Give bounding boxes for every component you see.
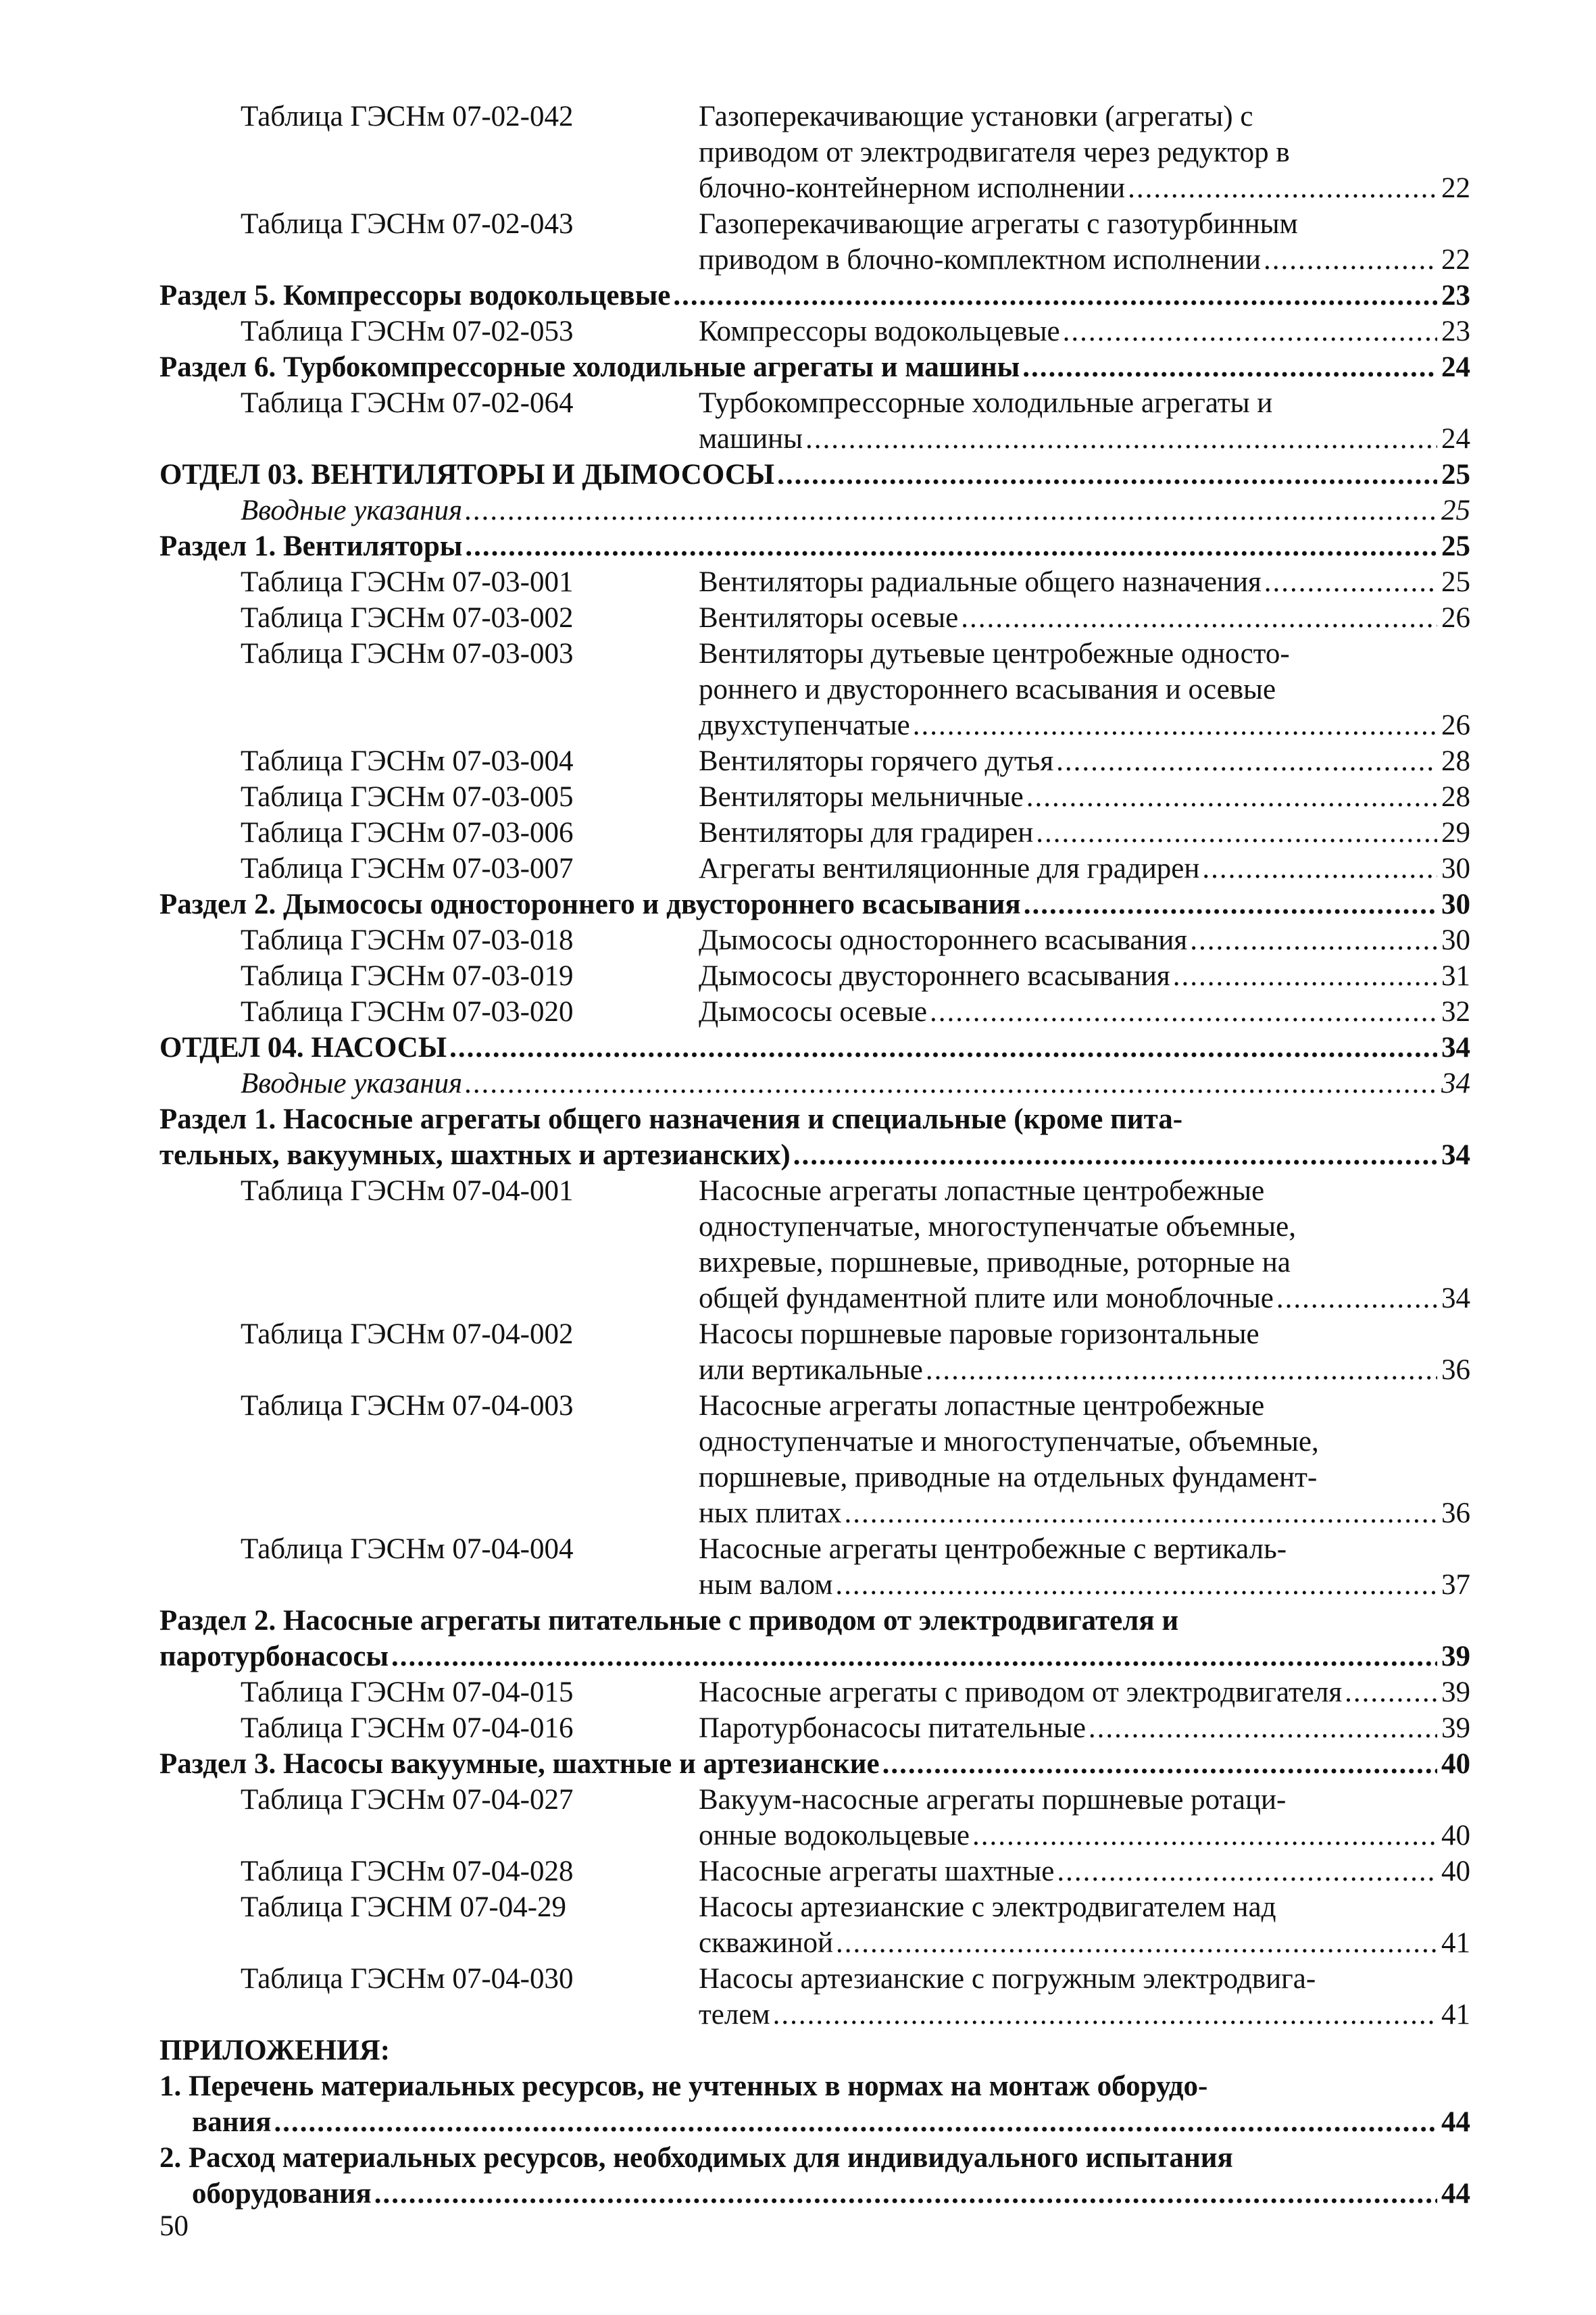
- table-title: Вентиляторы для градирен ..... 29: [699, 815, 1470, 851]
- table-title: Вентиляторы дутьевые центробежные односто- роннего и двустороннего всасывания и осевые двухступенчатые ..... 26: [699, 636, 1470, 743]
- toc-entry-07-04-028[interactable]: [159, 1853, 1470, 1889]
- dot-leader: [465, 493, 1437, 528]
- page-ref: 22: [1441, 172, 1470, 204]
- toc-entry-07-04-027[interactable]: [159, 1782, 1470, 1853]
- dot-leader: [465, 1066, 1437, 1101]
- table-title: Агрегаты вентиляционные для градирен ..... 30: [699, 851, 1470, 887]
- dot-leader: [1063, 314, 1437, 349]
- table-title: Газоперекачивающие агрегаты с газотурбинным приводом в блочно-комплектном исполнении ..... 22: [699, 206, 1470, 278]
- dot-leader: [926, 1352, 1437, 1388]
- page-ref: 32: [1441, 996, 1470, 1028]
- dot-leader: [1056, 743, 1437, 779]
- dot-leader: [1128, 170, 1437, 206]
- table-title: Вентиляторы радиальные общего назначения ..... 25: [699, 564, 1470, 600]
- page-ref: 39: [1441, 1641, 1470, 1672]
- dot-leader: [1202, 851, 1437, 887]
- dot-leader: [374, 2176, 1437, 2212]
- table-code: Таблица ГЭСНм 07-03-004: [241, 745, 574, 777]
- toc-entry-07-03-001[interactable]: [159, 564, 1470, 600]
- table-title: Насосы артезианские с электродвигателем над скважиной ..... 41: [699, 1889, 1470, 1961]
- table-code: Таблица ГЭСНм 07-03-005: [241, 781, 574, 813]
- toc-appendix-1[interactable]: 1. Перечень материальных ресурсов, не учтенных в нормах на монтаж оборудо- вания ..... 44: [159, 2068, 1470, 2140]
- page-ref: 25: [1441, 495, 1470, 526]
- page-ref: 34: [1441, 1068, 1470, 1099]
- page-ref: 24: [1441, 351, 1470, 383]
- table-of-contents: [159, 99, 1470, 2212]
- table-code: Таблица ГЭСНм 07-03-003: [241, 638, 574, 670]
- dot-leader: [1057, 1853, 1437, 1889]
- toc-entry-07-03-006[interactable]: [159, 815, 1470, 851]
- table-title: Насосные агрегаты с приводом от электродвигателя ..... 39: [699, 1674, 1470, 1710]
- page-ref: 30: [1441, 924, 1470, 956]
- toc-entry-07-03-007[interactable]: [159, 851, 1470, 887]
- dot-leader: [836, 1925, 1437, 1961]
- table-title: Дымососы одностороннего всасывания ..... 30: [699, 922, 1470, 958]
- toc-department-04[interactable]: ОТДЕЛ 04. НАСОСЫ ..... 34: [159, 1030, 1470, 1066]
- page-ref: 41: [1441, 1999, 1470, 2031]
- table-code: Таблица ГЭСНм 07-03-020: [241, 996, 574, 1028]
- dot-leader: [805, 421, 1437, 457]
- page-ref: 41: [1441, 1927, 1470, 1959]
- page-ref: 34: [1441, 1283, 1470, 1314]
- page-ref: 23: [1441, 280, 1470, 312]
- dot-leader: [391, 1639, 1437, 1674]
- dot-leader: [845, 1495, 1437, 1531]
- toc-entry-07-03-002[interactable]: [159, 600, 1470, 636]
- table-code: Таблица ГЭСНм 07-03-018: [241, 924, 574, 956]
- page-ref: 39: [1441, 1712, 1470, 1744]
- table-code: Таблица ГЭСНм 07-03-001: [241, 566, 574, 598]
- page-ref: 34: [1441, 1032, 1470, 1064]
- toc-intro-04[interactable]: Вводные указания ..... 34: [159, 1066, 1470, 1101]
- page-ref: 29: [1441, 817, 1470, 849]
- table-code: Таблица ГЭСНм 07-03-019: [241, 960, 574, 992]
- table-code: Таблица ГЭСНм 07-04-030: [241, 1963, 574, 1995]
- toc-entry-07-04-004[interactable]: [159, 1531, 1470, 1603]
- table-title: Вентиляторы мельничные ..... 28: [699, 779, 1470, 815]
- dot-leader: [882, 1746, 1437, 1782]
- dot-leader: [972, 1818, 1437, 1853]
- page-ref: 25: [1441, 530, 1470, 562]
- dot-leader: [1264, 564, 1437, 600]
- toc-department-03[interactable]: ОТДЕЛ 03. ВЕНТИЛЯТОРЫ И ДЫМОСОСЫ ..... 25: [159, 457, 1470, 493]
- page-ref: 30: [1441, 853, 1470, 885]
- dot-leader: [835, 1567, 1437, 1603]
- dot-leader: [773, 1997, 1437, 2033]
- page-ref: 37: [1441, 1569, 1470, 1601]
- table-code: Таблица ГЭСНм 07-04-002: [241, 1318, 574, 1350]
- toc-entry-07-04-001[interactable]: [159, 1173, 1470, 1316]
- table-code: Таблица ГЭСНМ 07-04-29: [241, 1891, 567, 1923]
- page-ref: 23: [1441, 316, 1470, 347]
- toc-entry-07-04-015[interactable]: [159, 1674, 1470, 1710]
- dot-leader: [1345, 1674, 1437, 1710]
- table-title: Насосные агрегаты лопастные центробежные одноступенчатые и многоступенчатые, объемные, поршневые, приводные на отдельных фундамент- ных плитах ..... 36: [699, 1388, 1470, 1531]
- table-title: Вентиляторы горячего дутья ..... 28: [699, 743, 1470, 779]
- table-code: Таблица ГЭСНм 07-02-043: [241, 208, 574, 240]
- dot-leader: [274, 2104, 1437, 2140]
- table-code: Таблица ГЭСНм 07-04-003: [241, 1390, 574, 1422]
- table-code: Таблица ГЭСНм 07-04-027: [241, 1784, 574, 1816]
- toc-entry-07-03-003[interactable]: [159, 636, 1470, 743]
- page-ref: 30: [1441, 889, 1470, 920]
- table-title: Дымососы осевые ..... 32: [699, 994, 1470, 1030]
- table-code: Таблица ГЭСНм 07-02-064: [241, 387, 574, 419]
- table-code: Таблица ГЭСНм 07-03-007: [241, 853, 574, 885]
- dot-leader: [449, 1030, 1437, 1066]
- page-ref: 28: [1441, 745, 1470, 777]
- page-ref: 25: [1441, 566, 1470, 598]
- dot-leader: [1190, 922, 1437, 958]
- page-ref: 22: [1441, 244, 1470, 276]
- dot-leader: [930, 994, 1437, 1030]
- table-code: Таблица ГЭСНм 07-04-028: [241, 1856, 574, 1887]
- toc-entry-07-04-030[interactable]: [159, 1961, 1470, 2033]
- table-title: Насосные агрегаты лопастные центробежные одноступенчатые, многоступенчатые объемные, вихревые, поршневые, приводные, роторные на общей фундаментной плите или моноблочные ..... 34: [699, 1173, 1470, 1316]
- page-ref: 26: [1441, 602, 1470, 634]
- dot-leader: [1024, 887, 1437, 922]
- page-ref: 40: [1441, 1748, 1470, 1780]
- toc-section-5[interactable]: Раздел 5. Компрессоры водокольцевые ..... 23: [159, 278, 1470, 314]
- toc-entry-07-02-042[interactable]: [159, 99, 1470, 206]
- dot-leader: [793, 1137, 1437, 1173]
- toc-entry-07-02-043[interactable]: [159, 206, 1470, 278]
- toc-d03-section-2[interactable]: Раздел 2. Дымососы одностороннего и двустороннего всасывания ..... 30: [159, 887, 1470, 922]
- toc-entry-07-03-005[interactable]: [159, 779, 1470, 815]
- table-title: Насосы поршневые паровые горизонтальные или вертикальные ..... 36: [699, 1316, 1470, 1388]
- table-code: Таблица ГЭСНм 07-04-015: [241, 1676, 574, 1708]
- table-code: Таблица ГЭСНм 07-02-042: [241, 101, 574, 132]
- dot-leader: [1022, 349, 1437, 385]
- table-code: Таблица ГЭСНм 07-03-002: [241, 602, 574, 634]
- dot-leader: [1264, 242, 1437, 278]
- page-ref: 44: [1441, 2106, 1470, 2138]
- toc-section-6[interactable]: Раздел 6. Турбокомпрессорные холодильные агрегаты и машины ..... 24: [159, 349, 1470, 385]
- page-ref: 44: [1441, 2178, 1470, 2210]
- dot-leader: [777, 457, 1437, 493]
- toc-intro-03[interactable]: Вводные указания ..... 25: [159, 493, 1470, 528]
- dot-leader: [465, 528, 1437, 564]
- dot-leader: [913, 707, 1437, 743]
- toc-entry-07-03-019[interactable]: [159, 958, 1470, 994]
- page-ref: 26: [1441, 710, 1470, 741]
- table-title: Компрессоры водокольцевые ..... 23: [699, 314, 1470, 349]
- table-title: Паротурбонасосы питательные ..... 39: [699, 1710, 1470, 1746]
- toc-d04-section-1[interactable]: Раздел 1. Насосные агрегаты общего назначения и специальные (кроме пита- тельных, вакуумных, шахтных и артезианских) ..... 34: [159, 1101, 1470, 1173]
- page-ref: 28: [1441, 781, 1470, 813]
- table-title: Вакуум-насосные агрегаты поршневые ротаци- онные водокольцевые ..... 40: [699, 1782, 1470, 1853]
- page-ref: 40: [1441, 1856, 1470, 1887]
- dot-leader: [1089, 1710, 1437, 1746]
- dot-leader: [1026, 779, 1437, 815]
- toc-appendix-2[interactable]: 2. Расход материальных ресурсов, необходимых для индивидуального испытания оборудования ..... 44: [159, 2140, 1470, 2212]
- toc-d04-section-2[interactable]: Раздел 2. Насосные агрегаты питательные с приводом от электродвигателя и паротурбонасосы ..... 39: [159, 1603, 1470, 1674]
- table-code: Таблица ГЭСНм 07-04-004: [241, 1533, 574, 1565]
- toc-d03-section-1[interactable]: Раздел 1. Вентиляторы ..... 25: [159, 528, 1470, 564]
- table-title: Газоперекачивающие установки (агрегаты) с приводом от электродвигателя через редуктор в блочно-контейнерном исполнении ..... 22: [699, 99, 1470, 206]
- table-title: Насосы артезианские с погружным электродвига- телем ..... 41: [699, 1961, 1470, 2033]
- table-code: Таблица ГЭСНм 07-03-006: [241, 817, 574, 849]
- toc-entry-07-03-004[interactable]: [159, 743, 1470, 779]
- page-ref: 31: [1441, 960, 1470, 992]
- toc-entry-07-03-018[interactable]: [159, 922, 1470, 958]
- appendix-heading: ПРИЛОЖЕНИЯ:: [159, 2035, 391, 2066]
- page-ref: 25: [1441, 459, 1470, 491]
- toc-entry-07-03-020[interactable]: [159, 994, 1470, 1030]
- dot-leader: [961, 600, 1437, 636]
- toc-entry-07-04-029[interactable]: [159, 1889, 1470, 1961]
- dot-leader: [673, 278, 1437, 314]
- page-ref: 39: [1441, 1676, 1470, 1708]
- page-ref: 24: [1441, 423, 1470, 455]
- dot-leader: [1036, 815, 1437, 851]
- page-ref: 36: [1441, 1354, 1470, 1386]
- toc-entry-07-02-053[interactable]: [159, 314, 1470, 349]
- page-ref: 34: [1441, 1139, 1470, 1171]
- toc-entry-07-04-016[interactable]: [159, 1710, 1470, 1746]
- table-code: Таблица ГЭСНм 07-04-016: [241, 1712, 574, 1744]
- table-title: Вентиляторы осевые ..... 26: [699, 600, 1470, 636]
- table-title: Дымососы двустороннего всасывания ..... 31: [699, 958, 1470, 994]
- page-ref: 40: [1441, 1820, 1470, 1851]
- table-code: Таблица ГЭСНм 07-02-053: [241, 316, 574, 347]
- table-title: Насосные агрегаты центробежные с вертикаль- ным валом ..... 37: [699, 1531, 1470, 1603]
- toc-entry-07-04-002[interactable]: [159, 1316, 1470, 1388]
- dot-leader: [1276, 1280, 1437, 1316]
- page-ref: 36: [1441, 1497, 1470, 1529]
- toc-d04-section-3[interactable]: Раздел 3. Насосы вакуумные, шахтные и артезианские ..... 40: [159, 1746, 1470, 1782]
- table-code: Таблица ГЭСНм 07-04-001: [241, 1175, 574, 1207]
- page-number: 50: [159, 2210, 189, 2242]
- table-title: Насосные агрегаты шахтные ..... 40: [699, 1853, 1470, 1889]
- toc-entry-07-04-003[interactable]: [159, 1388, 1470, 1531]
- table-title: Турбокомпрессорные холодильные агрегаты и машины ..... 24: [699, 385, 1470, 457]
- toc-entry-07-02-064[interactable]: [159, 385, 1470, 457]
- dot-leader: [1173, 958, 1437, 994]
